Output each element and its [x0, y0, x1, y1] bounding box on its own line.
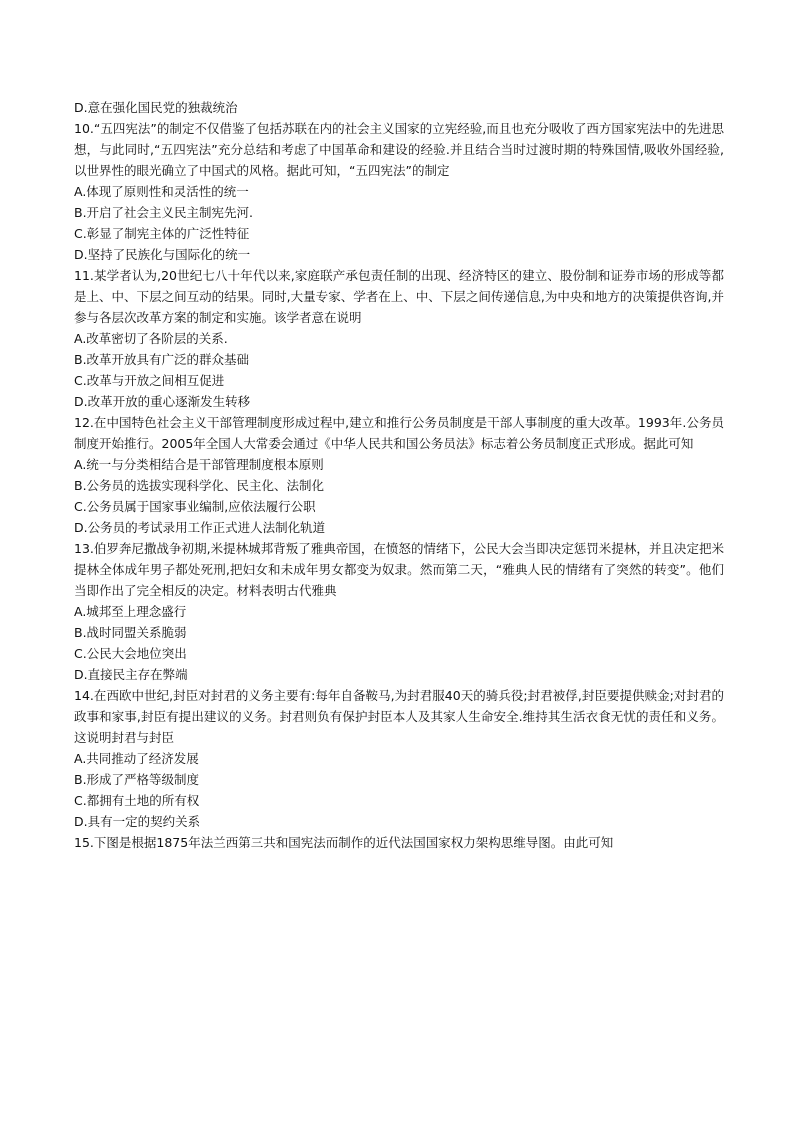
- q11-option-d: D.改革开放的重心逐渐发生转移: [74, 394, 251, 409]
- q13-option-d: D.直接民主存在弊端: [74, 667, 188, 682]
- q13-option-a: A.城邦至上理念盛行: [74, 604, 187, 619]
- q12-stem: 12.在中国特色社会主义干部管理制度形成过程中,建立和推行公务员制度是干部人事制度的重大改革。1993年.公务员制度开始推行。2005年全国人大常委会通过《中华人民共和国公务员法》标志着公务员制度正式形成。据此可知: [74, 415, 724, 451]
- q14-option-d: D.具有一定的契约关系: [74, 814, 201, 829]
- q10-stem: 10.“五四宪法”的制定不仅借鉴了包括苏联在内的社会主义国家的立宪经验,而且也充分吸收了西方国家宪法中的先进思想，与此同时,“五四宪法”充分总结和考虑了中国革命和建设的经验.并且结合当时过渡时期的特殊国情,吸收外国经验,以世界性的眼光确立了中国式的风格。据此可知，“五四宪法”的制定: [74, 121, 724, 178]
- q11-stem: 11.某学者认为,20世纪七八十年代以来,家庭联产承包责任制的出现、经济特区的建立、股份制和证券市场的形成等都是上、中、下层之间互动的结果。同时,大量专家、学者在上、中、下层之间传递信息,为中央和地方的决策提供咨询,并参与各层次改革方案的制定和实施。该学者意在说明: [74, 268, 724, 325]
- q12-option-c: C.公务员属于国家事业编制,应依法履行公职: [74, 499, 316, 514]
- q13-option-b: B.战时同盟关系脆弱: [74, 625, 187, 640]
- q13-stem: 13.伯罗奔尼撒战争初期,米提林城邦背叛了雅典帝国，在愤怒的情绪下，公民大会当即决定惩罚米提林，并且决定把米提林全体成年男子都处死刑,把妇女和未成年男女都变为奴隶。然而第二天，“雅典人民的情绪有了突然的转变”。他们当即作出了完全相反的决定。材料表明古代雅典: [74, 541, 724, 598]
- q10-option-b: B.开启了社会主义民主制宪先河.: [74, 205, 254, 220]
- q14-option-b: B.形成了严格等级制度: [74, 772, 200, 787]
- q10-option-a: A.体现了原则性和灵活性的统一: [74, 184, 249, 199]
- q11-option-a: A.改革密切了各阶层的关系.: [74, 331, 228, 346]
- q10-option-c: C.彰显了制宪主体的广泛性特征: [74, 226, 250, 241]
- q11-option-c: C.改革与开放之间相互促进: [74, 373, 225, 388]
- q9-option-d: D.意在强化国民党的独裁统治: [74, 100, 238, 115]
- q14-option-a: A.共同推动了经济发展: [74, 751, 199, 766]
- q12-option-a: A.统一与分类相结合是干部管理制度根本原则: [74, 457, 324, 472]
- q14-option-c: C.都拥有土地的所有权: [74, 793, 200, 808]
- q13-option-c: C.公民大会地位突出: [74, 646, 187, 661]
- exam-page: [74, 97, 724, 853]
- q12-option-b: B.公务员的选拔实现科学化、民主化、法制化: [74, 478, 325, 493]
- q14-stem: 14.在西欧中世纪,封臣对封君的义务主要有:每年自备鞍马,为封君服40天的骑兵役;封君被俘,封臣要提供赎金;对封君的政事和家事,封臣有提出建议的义务。封君则负有保护封臣本人及其家人生命安全.维持其生活衣食无忧的责任和义务。这说明封君与封臣: [74, 688, 724, 745]
- q10-option-d: D.坚持了民族化与国际化的统一: [74, 247, 251, 262]
- q12-option-d: D.公务员的考试录用工作正式进人法制化轨道: [74, 520, 326, 535]
- q11-option-b: B.改革开放具有广泛的群众基础: [74, 352, 250, 367]
- q15-stem: 15.下图是根据1875年法兰西第三共和国宪法而制作的近代法国国家权力架构思维导图。由此可知: [74, 835, 614, 850]
